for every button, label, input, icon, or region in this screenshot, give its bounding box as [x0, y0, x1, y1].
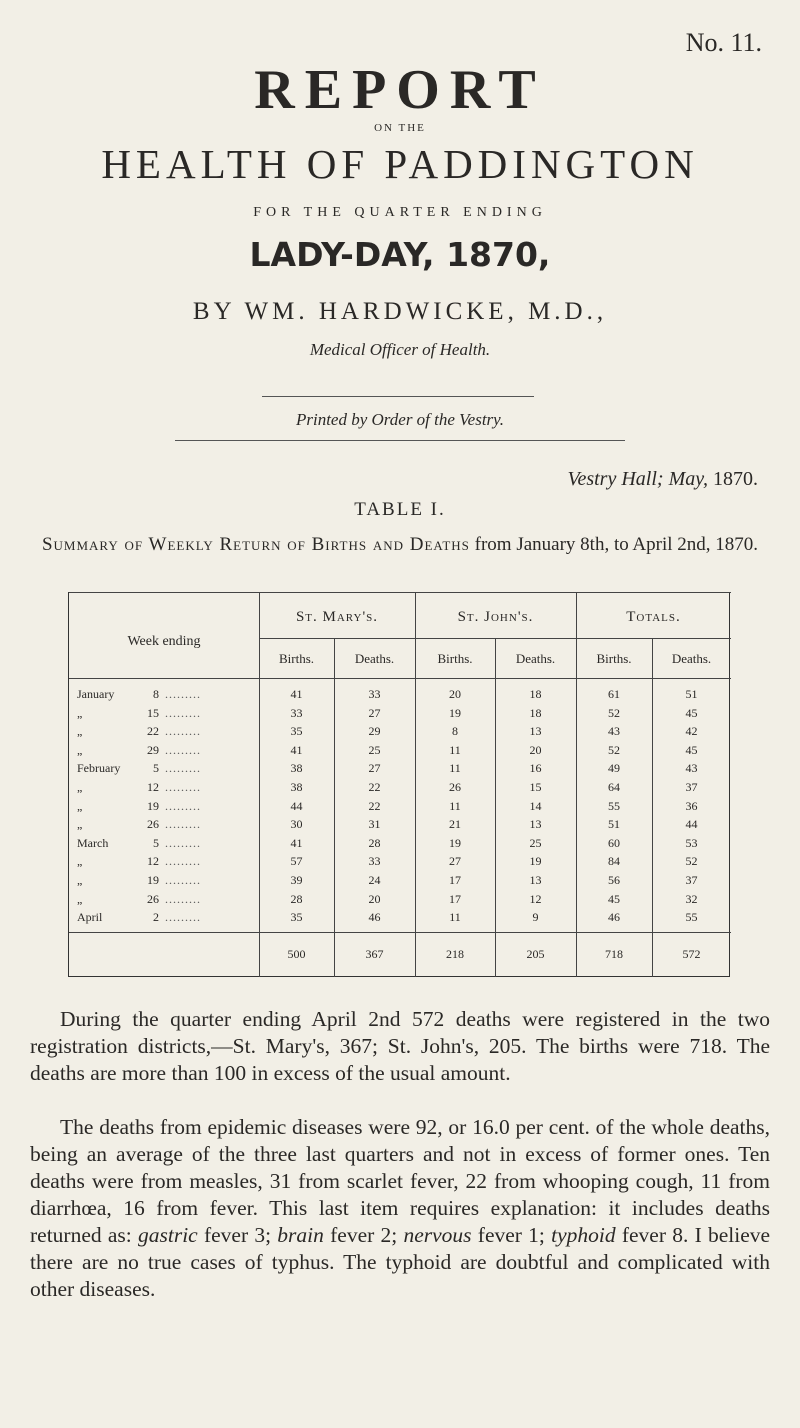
leader-dots: .........	[165, 835, 201, 850]
table-cell: 38	[290, 761, 303, 776]
table-cell: 12	[529, 891, 542, 906]
quarter-ending-label: FOR THE QUARTER ENDING	[253, 205, 547, 220]
leader-dots: .........	[165, 780, 201, 794]
typhoid-term: typhoid	[551, 1223, 616, 1247]
table-cell: 18	[529, 705, 542, 720]
table-cell: 43	[685, 761, 698, 776]
table-cell: 27	[449, 854, 461, 869]
health-heading: HEALTH OF PADDINGTON	[101, 141, 699, 187]
header-rule	[69, 678, 731, 679]
para2-text: fever 2;	[330, 1223, 398, 1247]
table-cell: 33	[368, 854, 381, 869]
table-cell: 27	[368, 761, 381, 776]
table-cell: 45	[608, 891, 620, 906]
table-cell: 55	[685, 910, 698, 925]
table-cell: 19	[449, 705, 461, 720]
table-caption	[40, 532, 760, 557]
leader-dots: .........	[165, 817, 201, 832]
table-cell: 60	[608, 835, 620, 850]
table-cell: 35	[290, 910, 303, 925]
table-cell: 19	[449, 835, 461, 850]
week-day: 12	[147, 780, 159, 794]
report-title: REPORT	[254, 59, 546, 121]
table-cell: 8	[452, 724, 458, 739]
table-cell: 52	[608, 742, 620, 757]
week-month: „	[77, 742, 83, 757]
week-day: 29	[147, 742, 159, 757]
paragraph-deaths-summary: During the quarter ending April 2nd 572 deaths were registered in the two registration districts,—St. Mary's, 367; St. John's, 205. The births were 718. The deaths are more than 100 in excess of the usual amount.	[30, 1007, 770, 1085]
leader-dots: .........	[165, 798, 201, 813]
table-cell: 33	[368, 687, 381, 701]
week-month: March	[77, 835, 109, 850]
total-cell: 500	[287, 947, 306, 961]
table-cell: 55	[608, 798, 620, 813]
subheader-deaths: Deaths.	[354, 651, 395, 666]
caption-rest: from January 8th, to April 2nd, 1870.	[474, 534, 759, 555]
vestry-year: 1870.	[713, 468, 758, 490]
table-cell: 45	[685, 742, 698, 757]
week-day: 19	[147, 798, 159, 813]
vestry-month: May,	[668, 468, 708, 490]
table-cell: 41	[290, 687, 303, 701]
week-month: February	[77, 761, 121, 776]
week-month: „	[77, 780, 83, 794]
table-cell: 44	[290, 798, 303, 813]
divider-rule	[175, 440, 625, 441]
week-month: January	[77, 687, 115, 701]
table-cell: 46	[608, 910, 620, 925]
table-cell: 52	[685, 854, 698, 869]
table-cell: 22	[368, 798, 381, 813]
leader-dots: .........	[165, 891, 201, 906]
week-day: 5	[153, 761, 159, 776]
table-cell: 36	[685, 798, 698, 813]
totals-rule	[69, 932, 731, 933]
vestry-place: Vestry Hall;	[567, 468, 664, 490]
leader-dots: .........	[165, 873, 201, 887]
week-day: 19	[147, 873, 159, 887]
table-cell: 28	[290, 891, 303, 906]
table-cell: 53	[685, 835, 698, 850]
table-top-rule	[259, 592, 731, 593]
table-cell: 17	[449, 873, 461, 887]
table-cell: 32	[685, 891, 698, 906]
week-day: 8	[153, 687, 159, 701]
births-deaths-table	[68, 592, 730, 977]
brain-term: brain	[277, 1223, 324, 1247]
table-cell: 56	[608, 873, 620, 887]
week-month: „	[77, 891, 83, 906]
table-label: TABLE I.	[354, 499, 446, 520]
table-cell: 35	[290, 724, 303, 739]
week-month: „	[77, 854, 83, 869]
report-number: No. 11.	[685, 28, 762, 57]
nervous-term: nervous	[403, 1223, 472, 1247]
para2-text: fever 8. I believe there are no true cases of typhus. The typhoid are doubtful and complicated with other diseases.	[30, 1223, 771, 1301]
week-month: „	[77, 724, 83, 739]
st-marys-header: St. Mary's.	[295, 609, 379, 625]
table-cell: 33	[290, 705, 303, 720]
week-day: 2	[153, 910, 159, 925]
leader-dots: .........	[165, 910, 201, 925]
table-cell: 11	[449, 761, 461, 776]
table-cell: 38	[290, 780, 303, 794]
total-cell: 718	[605, 947, 623, 961]
vestry-dateline	[567, 468, 758, 491]
table-cell: 11	[449, 742, 461, 757]
subheader-births: Births.	[596, 651, 632, 666]
table-cell: 31	[368, 817, 381, 832]
table-cell: 41	[290, 835, 303, 850]
week-month: April	[77, 910, 103, 925]
week-month: „	[77, 873, 83, 887]
subheader-births: Births.	[278, 651, 315, 666]
table-cell: 57	[290, 854, 303, 869]
table-cell: 20	[368, 891, 381, 906]
table-cell: 64	[608, 780, 620, 794]
table-cell: 16	[529, 761, 542, 776]
table-cell: 20	[529, 742, 542, 757]
table-cell: 21	[449, 817, 461, 832]
week-month: „	[77, 705, 83, 720]
leader-dots: .........	[165, 742, 201, 757]
table-cell: 43	[608, 724, 620, 739]
gastric-term: gastric	[137, 1223, 198, 1247]
table-cell: 44	[685, 817, 698, 832]
table-cell: 37	[685, 873, 698, 887]
table-cell: 61	[608, 687, 620, 701]
table-cell: 84	[608, 854, 620, 869]
table-cell: 52	[608, 705, 620, 720]
week-day: 5	[153, 835, 159, 850]
table-cell: 20	[449, 687, 461, 701]
total-cell: 218	[446, 947, 464, 961]
total-cell: 572	[682, 947, 701, 961]
leader-dots: .........	[165, 761, 201, 776]
leader-dots: .........	[165, 705, 201, 720]
table-cell: 19	[529, 854, 542, 869]
table-cell: 51	[685, 687, 698, 701]
table-cell: 46	[368, 910, 381, 925]
table-cell: 30	[290, 817, 303, 832]
table-cell: 18	[529, 687, 542, 701]
week-day: 26	[147, 891, 159, 906]
table-cell: 13	[529, 817, 542, 832]
para2-text: The deaths from epidemic diseases were 92, or 16.0 per cent. of the whole deaths, being an average of the three last quarters and not in excess of former ones. Ten deaths were from measles, 31 from scarlet fever, 22 from whooping cough, 11 from diarrhœa, 16 from fever. This last item requires explanation: it includes deaths returned as:	[30, 1115, 770, 1247]
week-ending-header: Week ending	[127, 634, 201, 649]
table-cell: 29	[368, 724, 381, 739]
table-cell: 39	[290, 873, 303, 887]
table-cell: 24	[368, 873, 381, 887]
on-the-label: ON THE	[374, 122, 426, 134]
lady-day-heading: LADY-DAY, 1870,	[249, 235, 551, 274]
para2-text: fever 1;	[477, 1223, 545, 1247]
table-cell: 11	[449, 798, 461, 813]
author-byline: BY WM. HARDWICKE, M.D.,	[192, 298, 608, 325]
subheader-deaths: Deaths.	[671, 651, 712, 666]
totals-header: Totals.	[626, 609, 681, 625]
total-cell: 367	[365, 947, 384, 961]
table-cell: 13	[529, 873, 542, 887]
table-cell: 28	[368, 835, 381, 850]
week-day: 15	[147, 705, 159, 720]
leader-dots: .........	[165, 687, 201, 701]
st-johns-header: St. John's.	[457, 609, 534, 625]
table-cell: 45	[685, 705, 698, 720]
table-cell: 25	[368, 742, 381, 757]
leader-dots: .........	[165, 854, 201, 869]
printed-by-note: Printed by Order of the Vestry.	[295, 410, 505, 429]
table-cell: 14	[529, 798, 542, 813]
table-cell: 9	[532, 910, 539, 925]
week-month: „	[77, 798, 83, 813]
table-cell: 13	[529, 724, 542, 739]
table-cell: 42	[685, 724, 698, 739]
table-cell: 41	[290, 742, 303, 757]
week-day: 12	[147, 854, 159, 869]
para2-text: fever 3;	[203, 1223, 272, 1247]
table-cell: 27	[368, 705, 381, 720]
paragraph-epidemic-diseases	[30, 1114, 770, 1303]
table-cell: 37	[685, 780, 698, 794]
week-day: 22	[147, 724, 159, 739]
table-cell: 25	[529, 835, 542, 850]
table-cell: 49	[608, 761, 620, 776]
divider-rule	[262, 396, 534, 397]
week-month: „	[77, 817, 83, 832]
total-cell: 205	[526, 947, 545, 961]
caption-smallcaps: Summary of Weekly Return of Births and Deaths	[41, 534, 470, 555]
week-day: 26	[147, 817, 159, 832]
subheader-deaths: Deaths.	[515, 651, 556, 666]
table-cell: 22	[368, 780, 381, 794]
table-cell: 26	[449, 780, 461, 794]
subheader-births: Births.	[437, 651, 473, 666]
table-cell: 51	[608, 817, 620, 832]
table-cell: 11	[449, 910, 461, 925]
leader-dots: .........	[165, 724, 201, 739]
officer-title: Medical Officer of Health.	[309, 340, 491, 359]
table-cell: 15	[529, 780, 542, 794]
table-top-rule	[69, 592, 259, 593]
table-cell: 17	[449, 891, 461, 906]
